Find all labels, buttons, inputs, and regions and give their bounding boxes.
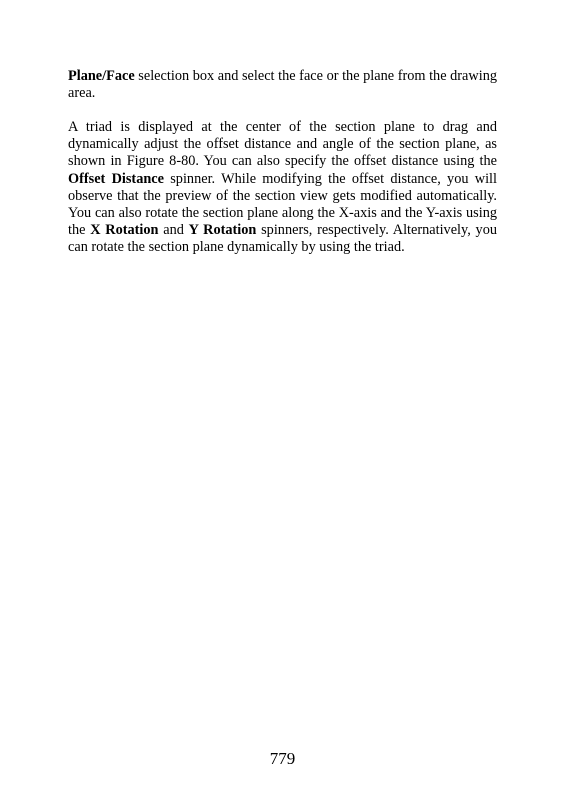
paragraph-1-text: selection box and select the face or the plane from the drawing area.	[68, 68, 497, 102]
term-y-rotation: Y Rotation	[188, 222, 257, 239]
term-offset-distance: Offset Distance	[68, 170, 164, 187]
term-plane-face: Plane/Face	[68, 68, 135, 84]
paragraph-2-text-c: and	[158, 222, 189, 239]
page-number: 779	[269, 749, 296, 768]
paragraph-2-text-d: spinners, respectively. Alternatively, you can rotate the section plane dynamically by using the triad.	[68, 222, 497, 256]
paragraph-1	[68, 68, 497, 102]
paragraph-2-text-a: A triad is displayed at the center of the section plane to drag and dynamically adjust the offset distance and angle of the section plane, as shown in Figure 8-80. You can also specify the offset distance using the	[68, 119, 497, 170]
term-x-rotation: X Rotation	[90, 222, 159, 239]
paragraph-2-text-b: spinner. While modifying the offset distance, you will observe that the preview of the section view gets modified automatically. You can also rotate the section plane along the X-axis and the Y-axis using the	[68, 170, 497, 239]
paragraph-2	[68, 119, 497, 257]
